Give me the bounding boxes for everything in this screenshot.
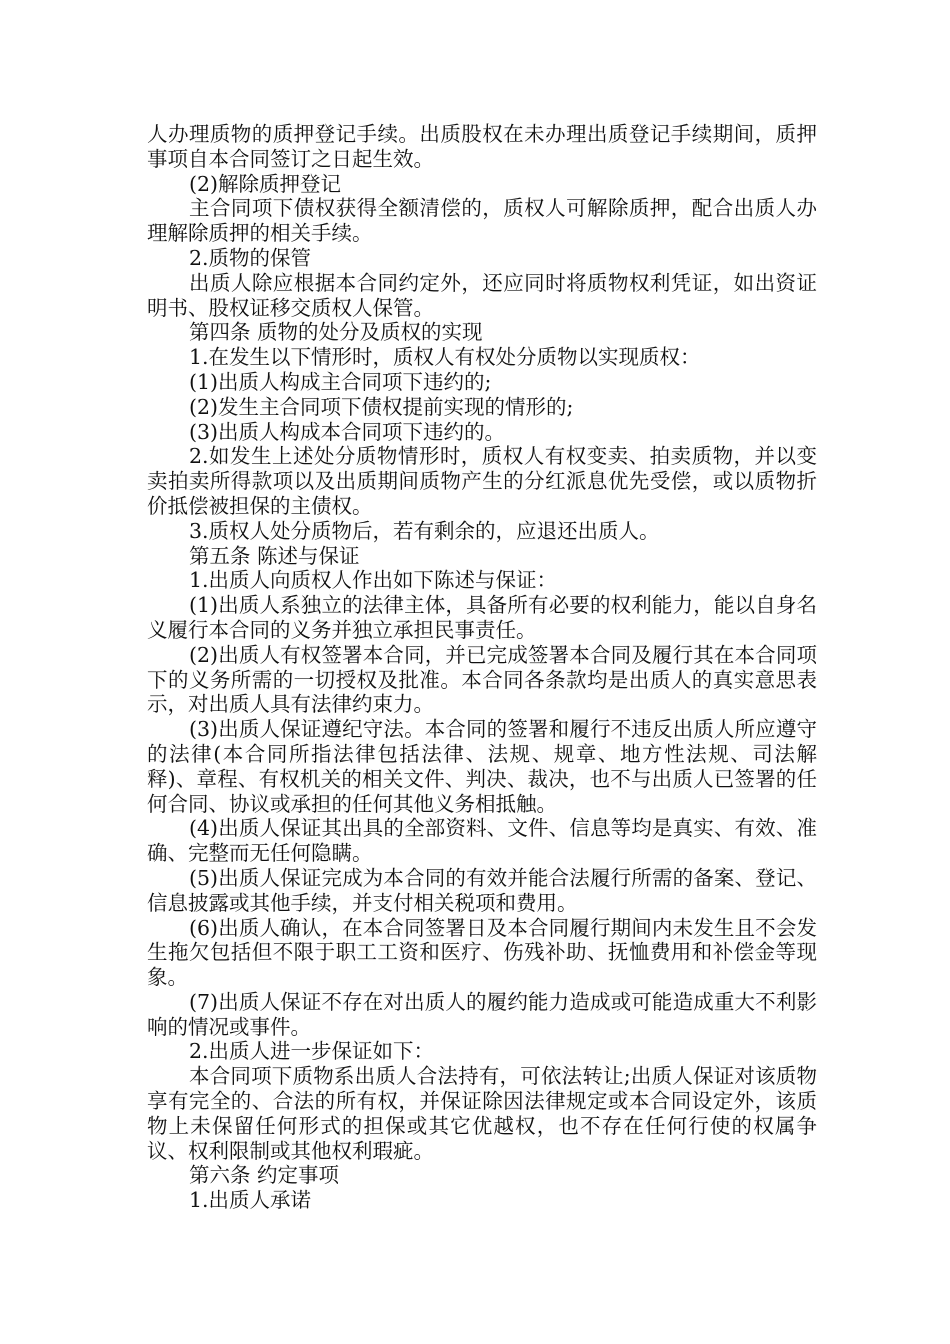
paragraph: 2.如发生上述处分质物情形时，质权人有权变卖、拍卖质物，并以变卖拍卖所得款项以及出质期间质物产生的分红派息优先受偿，或以质物折价抵偿被担保的主债权。 xyxy=(147,444,817,518)
paragraph: 2.出质人进一步保证如下： xyxy=(189,1039,435,1064)
paragraph: (7)出质人保证不存在对出质人的履约能力造成或可能造成重大不利影响的情况或事件。 xyxy=(147,989,817,1039)
paragraph: 2.质物的保管 xyxy=(189,245,312,270)
paragraph: 1.出质人承诺 xyxy=(189,1188,312,1213)
paragraph: 1.出质人向质权人作出如下陈述与保证： xyxy=(189,568,558,593)
paragraph: (2)解除质押登记 xyxy=(189,171,342,196)
paragraph: (5)出质人保证完成为本合同的有效并能合法履行所需的备案、登记、信息披露或其他手续，并支付相关税项和费用。 xyxy=(147,865,817,915)
paragraph: 主合同项下债权获得全额清偿的，质权人可解除质押，配合出质人办理解除质押的相关手续。 xyxy=(147,196,817,246)
section-heading: 第五条 陈述与保证 xyxy=(189,543,360,568)
paragraph: (3)出质人构成本合同项下违约的。 xyxy=(189,419,506,444)
section-heading: 第六条 约定事项 xyxy=(189,1163,340,1188)
paragraph: (3)出质人保证遵纪守法。本合同的签署和履行不违反出质人所应遵守的法律(本合同所指法律包括法律、法规、规章、地方性法规、司法解释)、章程、有权机关的相关文件、判决、裁决，也不与出质人已签署的任何合同、协议或承担的任何其他义务相抵触。 xyxy=(147,717,817,816)
paragraph: (2)出质人有权签署本合同，并已完成签署本合同及履行其在本合同项下的义务所需的一切授权及批准。本合同各条款均是出质人的真实意思表示，对出质人具有法律约束力。 xyxy=(147,642,817,717)
paragraph: 3.质权人处分质物后，若有剩余的，应退还出质人。 xyxy=(189,518,660,543)
paragraph: (1)出质人系独立的法律主体，具备所有必要的权利能力，能以自身名义履行本合同的义务并独立承担民事责任。 xyxy=(147,593,817,642)
paragraph: (1)出质人构成主合同项下违约的; xyxy=(189,369,492,394)
paragraph: 1.在发生以下情形时，质权人有权处分质物以实现质权： xyxy=(189,345,701,370)
contract-body xyxy=(147,122,817,1213)
paragraph: 本合同项下质物系出质人合法持有，可依法转让;出质人保证对该质物享有完全的、合法的所有权，并保证除因法律规定或本合同设定外，该质物上未保留任何形式的担保或其它优越权，也不存在任何行使的权属争议、权利限制或其他权利瑕疵。 xyxy=(147,1064,817,1163)
paragraph: (2)发生主合同项下债权提前实现的情形的; xyxy=(189,394,574,419)
section-heading: 第四条 质物的处分及质权的实现 xyxy=(189,320,483,345)
paragraph: 出质人除应根据本合同约定外，还应同时将质物权利凭证，如出资证明书、股权证移交质权人保管。 xyxy=(147,270,817,320)
paragraph: (4)出质人保证其出具的全部资料、文件、信息等均是真实、有效、准确、完整而无任何隐瞒。 xyxy=(147,816,817,866)
paragraph: 人办理质物的质押登记手续。出质股权在未办理出质登记手续期间，质押事项自本合同签订之日起生效。 xyxy=(147,122,817,171)
paragraph: (6)出质人确认，在本合同签署日及本合同履行期间内未发生且不会发生拖欠包括但不限于职工工资和医疗、伤残补助、抚恤费用和补偿金等现象。 xyxy=(147,915,817,990)
